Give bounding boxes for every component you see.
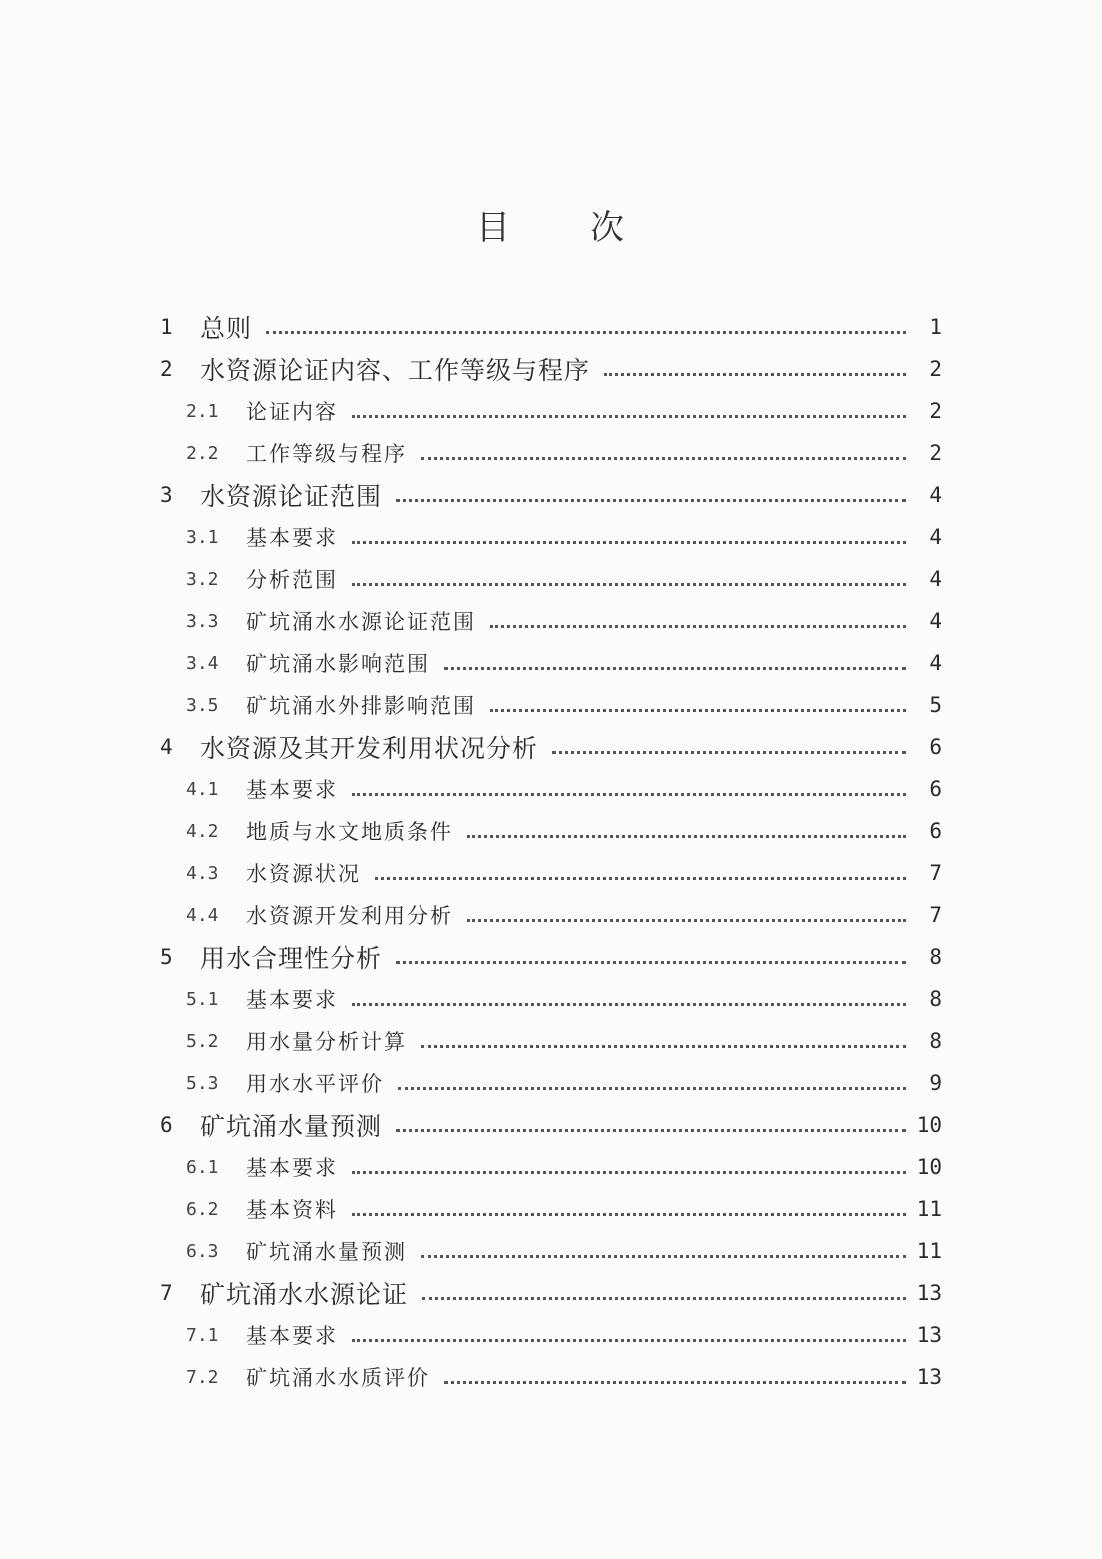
dot-leader	[396, 1129, 906, 1132]
toc-entry-title: 矿坑涌水水源论证范围	[246, 610, 476, 634]
toc-entry-page: 4	[929, 609, 942, 633]
toc-entry-page: 8	[929, 987, 942, 1011]
toc-section-entry[interactable]	[160, 1020, 942, 1062]
toc-entry-number: 3.2	[186, 568, 219, 590]
page-title	[0, 200, 1102, 249]
dot-leader	[396, 961, 906, 964]
toc-entry-title: 地质与水文地质条件	[246, 820, 453, 844]
dot-leader	[552, 751, 906, 754]
dot-leader	[352, 415, 906, 418]
dot-leader	[421, 1045, 906, 1048]
dot-leader	[398, 1087, 906, 1090]
dot-leader	[352, 1171, 906, 1174]
toc-entry-title: 水资源状况	[246, 862, 361, 886]
toc-entry-number: 2.1	[186, 400, 219, 422]
toc-chapter-entry[interactable]	[160, 348, 942, 390]
toc-entry-number: 4	[160, 735, 173, 759]
toc-entry-page: 11	[916, 1197, 942, 1221]
toc-section-entry[interactable]	[160, 978, 942, 1020]
toc-entry-number: 3.4	[186, 652, 219, 674]
toc-section-entry[interactable]	[160, 642, 942, 684]
toc-chapter-entry[interactable]	[160, 306, 942, 348]
toc-entry-page: 4	[929, 483, 942, 507]
dot-leader	[352, 793, 906, 796]
toc-chapter-entry[interactable]	[160, 936, 942, 978]
toc-entry-title: 分析范围	[246, 568, 338, 592]
toc-chapter-entry[interactable]	[160, 726, 942, 768]
toc-entry-number: 6.1	[186, 1156, 219, 1178]
toc-entry-number: 6.2	[186, 1198, 219, 1220]
toc-entry-title: 用水合理性分析	[200, 944, 383, 973]
toc-entry-page: 1	[929, 315, 942, 339]
dot-leader	[352, 1213, 906, 1216]
dot-leader	[490, 709, 906, 712]
toc-entry-number: 4.1	[186, 778, 219, 800]
toc-section-entry[interactable]	[160, 1356, 942, 1398]
toc-entry-page: 13	[916, 1323, 942, 1347]
toc-entry-title: 矿坑涌水水源论证	[200, 1280, 409, 1309]
toc-section-entry[interactable]	[160, 432, 942, 474]
toc-entry-title: 水资源及其开发利用状况分析	[200, 734, 539, 763]
toc-entry-title: 基本要求	[246, 1156, 338, 1180]
toc-section-entry[interactable]	[160, 768, 942, 810]
toc-section-entry[interactable]	[160, 1146, 942, 1188]
dot-leader	[352, 583, 906, 586]
toc-entry-page: 11	[916, 1239, 942, 1263]
toc-entry-number: 7.2	[186, 1366, 219, 1388]
toc-section-entry[interactable]	[160, 1188, 942, 1230]
toc-entry-title: 矿坑涌水量预测	[200, 1112, 383, 1141]
toc-entry-page: 7	[929, 861, 942, 885]
toc-entry-page: 6	[929, 735, 942, 759]
table-of-contents	[160, 306, 942, 1398]
dot-leader	[422, 1297, 906, 1300]
toc-entry-number: 5.2	[186, 1030, 219, 1052]
toc-entry-page: 9	[929, 1071, 942, 1095]
toc-entry-number: 3.5	[186, 694, 219, 716]
toc-section-entry[interactable]	[160, 1314, 942, 1356]
toc-entry-number: 6	[160, 1113, 173, 1137]
toc-entry-title: 矿坑涌水水质评价	[246, 1366, 430, 1390]
toc-entry-page: 6	[929, 777, 942, 801]
toc-entry-page: 7	[929, 903, 942, 927]
dot-leader	[421, 457, 906, 460]
toc-entry-page: 4	[929, 567, 942, 591]
page-title-left: 目	[476, 208, 512, 248]
toc-section-entry[interactable]	[160, 852, 942, 894]
toc-entry-number: 2.2	[186, 442, 219, 464]
toc-entry-title: 矿坑涌水影响范围	[246, 652, 430, 676]
toc-entry-page: 4	[929, 651, 942, 675]
toc-entry-title: 论证内容	[246, 400, 338, 424]
toc-entry-page: 2	[929, 399, 942, 423]
toc-entry-page: 2	[929, 441, 942, 465]
toc-entry-page: 8	[929, 945, 942, 969]
toc-entry-title: 矿坑涌水外排影响范围	[246, 694, 476, 718]
toc-entry-title: 水资源论证内容、工作等级与程序	[200, 356, 591, 385]
toc-entry-title: 水资源开发利用分析	[246, 904, 453, 928]
toc-section-entry[interactable]	[160, 516, 942, 558]
toc-chapter-entry[interactable]	[160, 474, 942, 516]
toc-entry-title: 基本要求	[246, 1324, 338, 1348]
toc-entry-page: 6	[929, 819, 942, 843]
toc-section-entry[interactable]	[160, 810, 942, 852]
toc-entry-page: 5	[929, 693, 942, 717]
dot-leader	[375, 877, 906, 880]
dot-leader	[467, 835, 906, 838]
toc-entry-number: 6.3	[186, 1240, 219, 1262]
toc-entry-number: 7.1	[186, 1324, 219, 1346]
toc-entry-page: 10	[916, 1113, 942, 1137]
dot-leader	[490, 625, 906, 628]
toc-entry-number: 5.1	[186, 988, 219, 1010]
toc-entry-title: 基本要求	[246, 988, 338, 1012]
toc-entry-title: 总则	[200, 314, 253, 343]
toc-entry-number: 7	[160, 1281, 173, 1305]
toc-section-entry[interactable]	[160, 558, 942, 600]
toc-chapter-entry[interactable]	[160, 1104, 942, 1146]
toc-entry-page: 8	[929, 1029, 942, 1053]
dot-leader	[352, 541, 906, 544]
toc-entry-number: 4.2	[186, 820, 219, 842]
toc-entry-title: 水资源论证范围	[200, 482, 383, 511]
toc-entry-page: 13	[916, 1281, 942, 1305]
toc-entry-number: 3	[160, 483, 173, 507]
toc-entry-number: 5.3	[186, 1072, 219, 1094]
toc-entry-number: 3.3	[186, 610, 219, 632]
toc-entry-page: 10	[916, 1155, 942, 1179]
dot-leader	[266, 331, 906, 334]
toc-section-entry[interactable]	[160, 894, 942, 936]
toc-entry-number: 4.4	[186, 904, 219, 926]
dot-leader	[467, 919, 906, 922]
toc-section-entry[interactable]	[160, 600, 942, 642]
toc-entry-number: 1	[160, 315, 173, 339]
toc-entry-page: 4	[929, 525, 942, 549]
toc-entry-page: 13	[916, 1365, 942, 1389]
toc-entry-title: 基本资料	[246, 1198, 338, 1222]
dot-leader	[352, 1339, 906, 1342]
toc-entry-number: 5	[160, 945, 173, 969]
toc-section-entry[interactable]	[160, 1230, 942, 1272]
toc-section-entry[interactable]	[160, 1062, 942, 1104]
toc-chapter-entry[interactable]	[160, 1272, 942, 1314]
dot-leader	[396, 499, 906, 502]
toc-section-entry[interactable]	[160, 390, 942, 432]
dot-leader	[604, 373, 906, 376]
toc-entry-title: 基本要求	[246, 778, 338, 802]
dot-leader	[352, 1003, 906, 1006]
toc-entry-title: 基本要求	[246, 526, 338, 550]
toc-entry-number: 2	[160, 357, 173, 381]
toc-entry-title: 工作等级与程序	[246, 442, 407, 466]
toc-section-entry[interactable]	[160, 684, 942, 726]
dot-leader	[444, 1381, 906, 1384]
dot-leader	[421, 1255, 906, 1258]
page-title-right: 次	[590, 208, 626, 248]
toc-entry-title: 矿坑涌水量预测	[246, 1240, 407, 1264]
toc-entry-page: 2	[929, 357, 942, 381]
toc-entry-title: 用水水平评价	[246, 1072, 384, 1096]
toc-entry-number: 3.1	[186, 526, 219, 548]
toc-entry-title: 用水量分析计算	[246, 1030, 407, 1054]
dot-leader	[444, 667, 906, 670]
toc-entry-number: 4.3	[186, 862, 219, 884]
